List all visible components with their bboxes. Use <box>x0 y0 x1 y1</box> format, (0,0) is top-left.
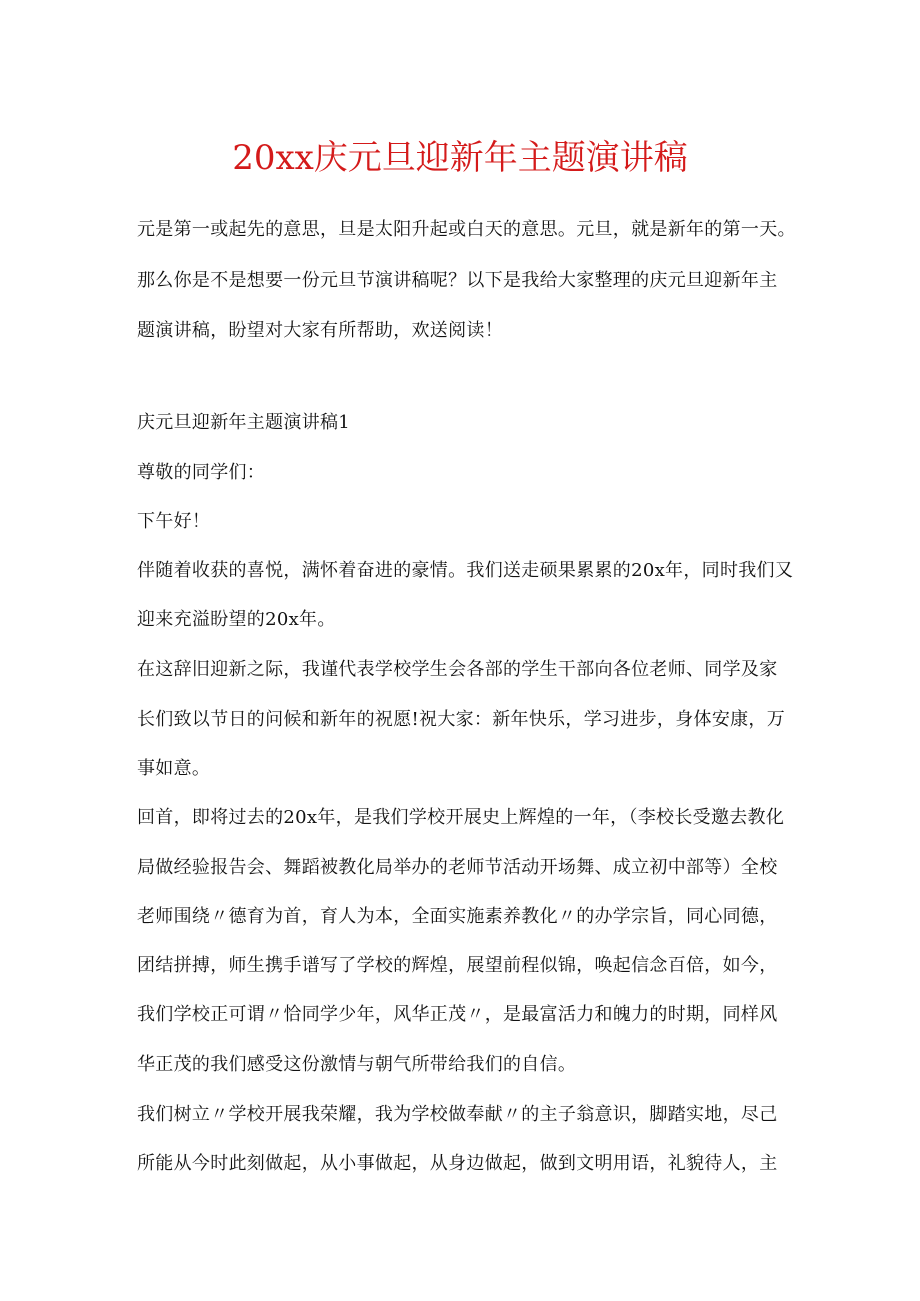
salutation: 尊敬的同学们： <box>137 462 266 483</box>
paragraph-line: 局做经验报告会、舞蹈被教化局举办的老师节活动开场舞、成立初中部等）全校 <box>137 857 778 878</box>
section-heading: 庆元旦迎新年主题演讲稿1 <box>137 412 351 433</box>
paragraph-line: 所能从今时此刻做起，从小事做起，从身边做起，做到文明用语，礼貌待人，主 <box>137 1153 778 1174</box>
paragraph-line: 迎来充溢盼望的20x年。 <box>137 609 336 630</box>
paragraph-line: 事如意。 <box>137 758 211 779</box>
paragraph-line: 我们树立〃学校开展我荣耀，我为学校做奉献〃的主子翁意识，脚踏实地，尽己 <box>137 1104 778 1125</box>
paragraph-line: 华正茂的我们感受这份激情与朝气所带给我们的自信。 <box>137 1054 577 1075</box>
paragraph-line: 我们学校正可谓〃恰同学少年，风华正茂〃，是最富活力和魄力的时期，同样风 <box>137 1004 778 1025</box>
greeting: 下午好！ <box>137 511 211 532</box>
paragraph-line: 团结拼搏，师生携手谱写了学校的辉煌，展望前程似锦，唤起信念百倍，如今， <box>137 955 778 976</box>
paragraph-line: 题演讲稿，盼望对大家有所帮助，欢送阅读！ <box>137 320 503 341</box>
paragraph-line: 在这辞旧迎新之际，我谨代表学校学生会各部的学生干部向各位老师、同学及家 <box>137 659 778 680</box>
paragraph-line: 老师围绕〃德育为首，育人为本，全面实施素养教化〃的办学宗旨，同心同德， <box>137 906 778 927</box>
paragraph-line: 伴随着收获的喜悦，满怀着奋进的豪情。我们送走硕果累累的20x年，同时我们又 <box>137 560 794 581</box>
paragraph-line: 那么你是不是想要一份元旦节演讲稿呢？以下是我给大家整理的庆元旦迎新年主 <box>137 270 778 291</box>
paragraph-line: 元是第一或起先的意思，旦是太阳升起或白天的意思。元旦，就是新年的第一天。 <box>137 219 796 240</box>
paragraph-line: 回首，即将过去的20x年，是我们学校开展史上辉煌的一年，（李校长受邀去教化 <box>137 807 785 828</box>
paragraph-line: 长们致以节日的问候和新年的祝愿!祝大家：新年快乐，学习进步，身体安康，万 <box>137 709 786 730</box>
document-title: 20xx庆元旦迎新年主题演讲稿 <box>232 138 688 178</box>
